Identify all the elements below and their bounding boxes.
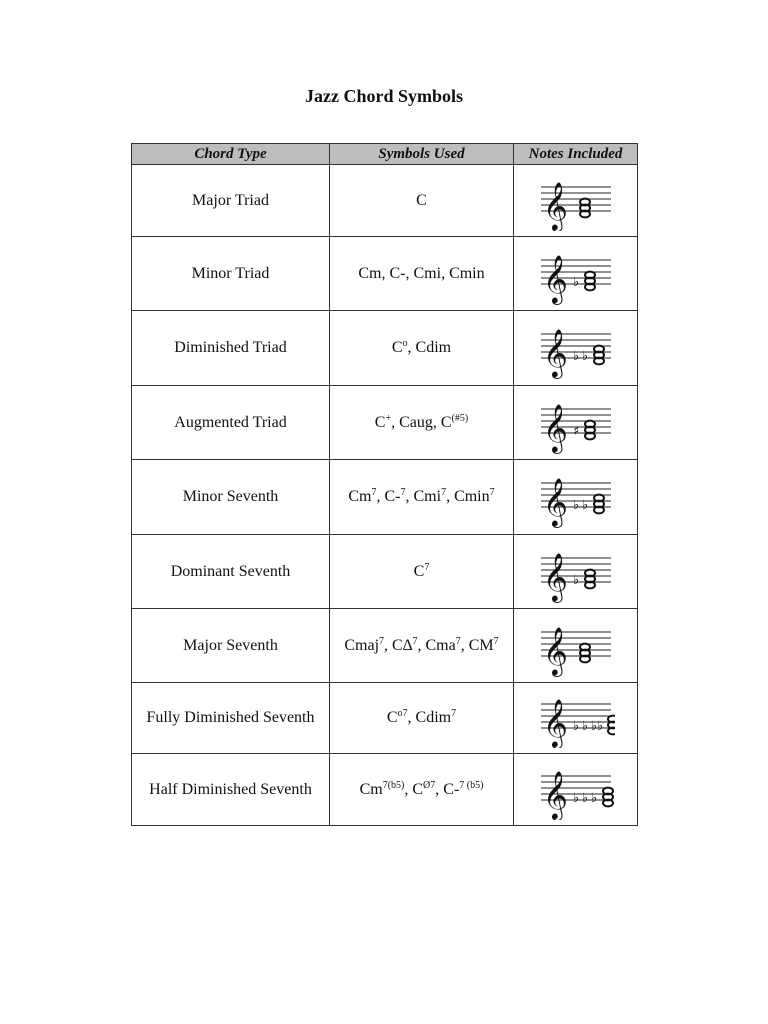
chord-symbol-base: Cm xyxy=(359,780,383,798)
chord-symbols-cell xyxy=(330,165,514,237)
chord-symbol-base: Cmin xyxy=(449,264,485,282)
chord-symbol xyxy=(387,709,408,726)
chord-symbol-base: C xyxy=(391,339,403,356)
chord-symbol xyxy=(443,781,483,798)
chord-symbol-base: Cdim xyxy=(415,709,452,726)
chord-table xyxy=(131,143,638,826)
chord-symbol xyxy=(348,488,376,505)
chord-type-cell: Augmented Triad xyxy=(132,386,330,460)
chord-type-cell: Minor Triad xyxy=(132,237,330,311)
chord-symbol-base: C xyxy=(374,413,386,431)
staff-wrapper xyxy=(514,171,637,231)
notes-cell xyxy=(514,386,638,460)
staff-wrapper xyxy=(514,541,637,603)
flat-icon: ♭ xyxy=(581,719,588,734)
staff-notation xyxy=(537,541,615,603)
chord-type-cell: Half Diminished Seventh xyxy=(132,754,330,826)
chord-symbol xyxy=(414,265,442,282)
flat-icon: ♭ xyxy=(590,790,597,806)
note-head-icon xyxy=(608,716,615,723)
notes-cell xyxy=(514,535,638,609)
chord-symbol-superscript: 7(b5) xyxy=(382,779,405,791)
chord-symbol-base: C xyxy=(386,709,398,726)
treble-clef-icon: 𝄞 xyxy=(542,253,568,303)
flat-icon: ♭ xyxy=(572,349,579,364)
staff-notation xyxy=(537,243,615,305)
chord-symbol-superscript: 7 xyxy=(451,708,457,719)
header-chord-type: Chord Type xyxy=(132,144,330,165)
chord-symbol-superscript: 7 xyxy=(371,487,377,498)
flat-icon: ♭ xyxy=(572,572,579,588)
chord-symbols-cell: $C^o$, Cdim xyxy=(330,311,514,386)
chord-type-cell: Minor Seventh xyxy=(132,460,330,535)
chord-symbol-superscript: 7 xyxy=(455,635,461,647)
chord-symbols-cell: C+, Caug, $C^{(\#5)}$ xyxy=(330,386,514,460)
notes-cell xyxy=(514,311,638,386)
chord-symbol-superscript: o xyxy=(402,338,408,349)
treble-clef-icon: 𝄞 xyxy=(542,477,568,526)
chord-symbol xyxy=(412,781,435,798)
chord-symbol xyxy=(344,637,384,654)
treble-clef-icon: 𝄞 xyxy=(542,698,568,747)
staff-wrapper xyxy=(514,392,637,454)
chord-type-cell: Major Triad xyxy=(132,165,330,237)
chord-symbol-base: C xyxy=(440,413,452,431)
chord-symbol-base: C- xyxy=(389,264,406,282)
double-flat-icon: ♭♭ xyxy=(590,719,603,734)
chord-symbol-superscript: 7 xyxy=(441,487,447,498)
treble-clef-icon: 𝄞 xyxy=(542,328,568,377)
chord-symbols-cell: Cm$^7$, C-$^7$, Cmi$^7$, Cmin$^7$ xyxy=(330,460,514,535)
chord-type-cell: Fully Diminished Seventh xyxy=(132,683,330,754)
header-symbols-used: Symbols Used xyxy=(330,144,514,165)
chord-symbols-cell: $Cm^{7(b5)}$, $C^{Ø7}$, C-$^{7 (b5)}$ xyxy=(330,754,514,826)
flat-icon: ♭ xyxy=(572,498,579,513)
chord-symbol xyxy=(392,637,417,654)
flat-icon: ♭ xyxy=(581,349,588,364)
chord-symbol-base: C∆ xyxy=(392,636,413,654)
chord-symbol-base: C- xyxy=(384,488,401,505)
chord-symbol xyxy=(469,637,499,654)
chord-symbol-superscript: 7 xyxy=(489,487,495,498)
staff-wrapper xyxy=(514,688,637,748)
staff-notation xyxy=(537,688,615,748)
chord-symbol xyxy=(441,414,468,431)
chord-symbol xyxy=(375,414,391,431)
staff-notation xyxy=(537,615,615,677)
flat-icon: ♭ xyxy=(572,790,579,806)
chord-symbols-cell xyxy=(330,535,514,609)
table-row xyxy=(132,683,638,754)
staff-notation xyxy=(537,317,615,379)
staff-notation xyxy=(537,392,615,454)
chord-symbol-base: C xyxy=(416,191,427,209)
table-header-row xyxy=(132,144,638,165)
staff-notation xyxy=(537,171,615,231)
table-row xyxy=(132,535,638,609)
chord-symbol xyxy=(399,414,433,431)
chord-symbol-base: CM xyxy=(468,636,494,654)
chord-symbol-superscript: + xyxy=(385,412,392,424)
chord-symbol xyxy=(454,488,495,505)
table-body xyxy=(132,165,638,826)
chord-symbol xyxy=(385,488,406,505)
chord-symbol-base: C xyxy=(412,780,424,798)
flat-icon: ♭ xyxy=(581,498,588,513)
chord-symbol-superscript: o7 xyxy=(397,708,408,719)
staff-notation xyxy=(537,466,615,528)
header-notes-included: Notes Included xyxy=(514,144,638,165)
flat-icon: ♭ xyxy=(572,719,579,734)
chord-symbol-superscript: 7 xyxy=(424,561,430,573)
table-row xyxy=(132,460,638,535)
chord-symbols-cell: $C^{o7}$, Cdim$^7$ xyxy=(330,683,514,754)
flat-icon: ♭ xyxy=(572,274,579,290)
chord-symbol-base: Cmaj xyxy=(344,636,380,654)
chord-symbol-base: Cmin xyxy=(454,488,490,505)
chord-symbol xyxy=(358,265,381,282)
chord-type-cell: Dominant Seventh xyxy=(132,535,330,609)
staff-wrapper xyxy=(514,615,637,677)
chord-symbol-superscript: Ø7 xyxy=(423,779,436,791)
treble-clef-icon: 𝄞 xyxy=(542,625,568,675)
chord-symbols-cell: Cmaj$^7$, C∆$^7$, Cma$^7$, $CM^7$ xyxy=(330,609,514,683)
chord-symbol xyxy=(360,781,405,798)
notes-cell xyxy=(514,460,638,535)
chord-symbol-superscript: 7 xyxy=(379,635,385,647)
chord-symbol-base: C- xyxy=(443,780,460,798)
chord-symbol-base: Cma xyxy=(425,636,456,654)
chord-symbols-cell: Cm, C-, Cmi, Cmin xyxy=(330,237,514,311)
chord-type-cell: Major Seventh xyxy=(132,609,330,683)
page-title: Jazz Chord Symbols xyxy=(304,86,463,106)
staff-wrapper xyxy=(514,317,637,379)
staff-wrapper xyxy=(514,466,637,528)
sharp-icon: ♯ xyxy=(572,423,579,439)
staff-notation xyxy=(537,760,615,820)
chord-symbol-base: C xyxy=(413,562,425,580)
chord-symbol xyxy=(416,339,452,356)
chord-symbol xyxy=(416,709,457,726)
chord-symbol xyxy=(390,265,406,282)
table-row xyxy=(132,754,638,826)
chord-symbol-base: Cmi xyxy=(413,264,442,282)
chord-symbol-base: Cm xyxy=(358,264,382,282)
treble-clef-icon: 𝄞 xyxy=(542,551,568,601)
chord-symbol-superscript: 7 xyxy=(412,635,418,647)
staff-wrapper xyxy=(514,760,637,820)
chord-symbol-base: Cdim xyxy=(415,339,452,356)
flat-icon: ♭ xyxy=(581,790,588,806)
notes-cell xyxy=(514,165,638,237)
chord-symbol xyxy=(392,339,408,356)
treble-clef-icon: 𝄞 xyxy=(542,769,568,819)
table-row xyxy=(132,237,638,311)
staff-wrapper xyxy=(514,243,637,305)
notes-cell xyxy=(514,609,638,683)
chord-symbol-base: Caug xyxy=(399,413,433,431)
notes-cell xyxy=(514,683,638,754)
notes-cell xyxy=(514,237,638,311)
chord-symbol xyxy=(414,488,447,505)
treble-clef-icon: 𝄞 xyxy=(542,402,568,452)
chord-symbol-superscript: (#5) xyxy=(451,412,469,424)
chord-symbol xyxy=(426,637,461,654)
table-row xyxy=(132,311,638,386)
treble-clef-icon: 𝄞 xyxy=(542,180,568,230)
table-row xyxy=(132,165,638,237)
table-row xyxy=(132,609,638,683)
chord-symbol xyxy=(416,192,427,209)
chord-type-cell: Diminished Triad xyxy=(132,311,330,386)
chord-symbol-base: Cmi xyxy=(413,488,442,505)
chord-symbol-superscript: 7 (b5) xyxy=(459,779,484,791)
chord-symbol-base: Cm xyxy=(348,488,372,505)
chord-symbol xyxy=(449,265,485,282)
notes-cell xyxy=(514,754,638,826)
table-row xyxy=(132,386,638,460)
chord-symbol xyxy=(414,563,430,580)
chord-symbol-superscript: 7 xyxy=(400,487,406,498)
chord-symbol-superscript: 7 xyxy=(493,635,499,647)
